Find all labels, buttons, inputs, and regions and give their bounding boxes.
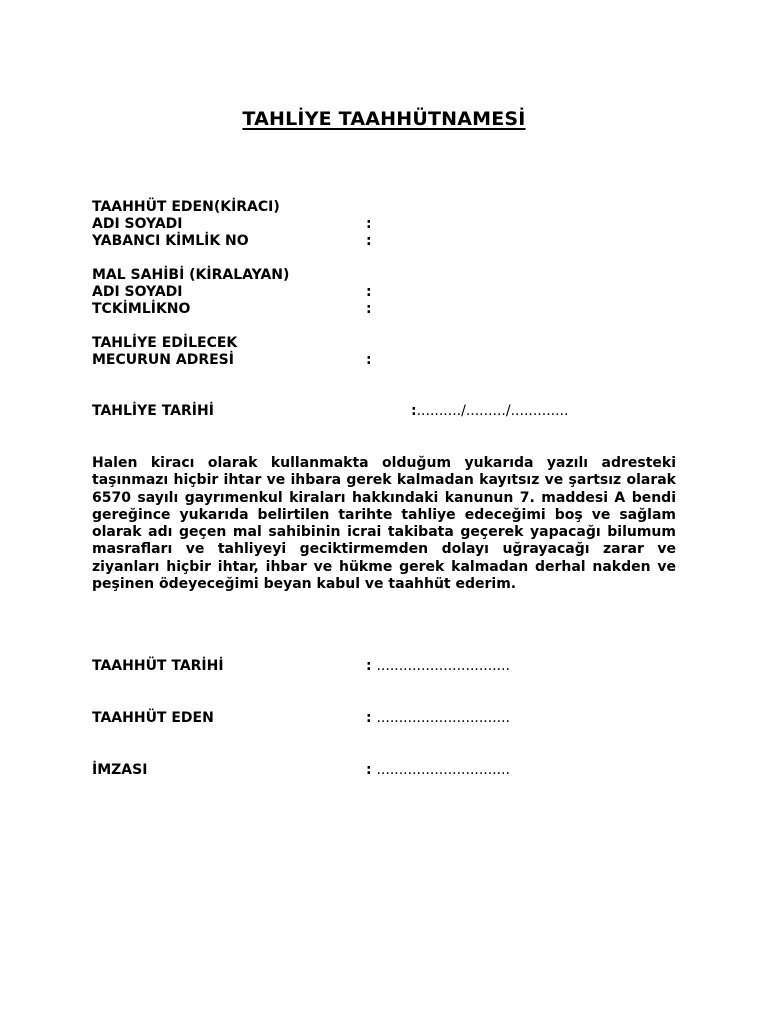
eviction-date-colon: :	[411, 403, 417, 419]
owner-name-label: ADI SOYADI	[92, 284, 183, 300]
tenant-name-label: ADI SOYADI	[92, 216, 183, 232]
pledge-date-label: TAAHHÜT TARİHİ	[92, 658, 224, 674]
owner-id-colon: :	[366, 301, 372, 317]
pledger-placeholder: ..............................	[376, 710, 510, 726]
eviction-date-value	[411, 403, 568, 420]
eviction-date-placeholder: ........../........./.............	[416, 403, 569, 419]
pledger-value	[366, 710, 510, 727]
signature-value	[366, 762, 510, 779]
tenant-id-colon: :	[366, 233, 372, 249]
owner-heading: MAL SAHİBİ (KİRALAYAN)	[92, 267, 290, 283]
tenant-heading: TAAHHÜT EDEN(KİRACI)	[92, 199, 280, 215]
tenant-name-colon: :	[366, 216, 372, 232]
owner-name-colon: :	[366, 284, 372, 300]
pledge-paragraph: Halen kiracı olarak kullanmakta olduğum yukarıda yazılı adresteki taşınmazı hiçbir ihtar ve ihbara gerek kalmadan kayıtsız ve şartsız olarak 6570 sayılı gayrımenkul kiraları hakkındaki kanunun 7. maddesi A bendi gereğince yukarıda belirtilen tarihte tahliye edeceğimi boş ve sağlam olarak adı geçen mal sahibinin icrai takibata geçerek yapacağı bilumum masrafları ve tahliyeyi geciktirmemden dolayı uğrayacağı zarar ve ziyanları hiçbir ihtar, ihbar ve hükme gerek kalmadan derhal nakden ve peşinen ödeyeceğimi beyan kabul ve taahhüt ederim.	[92, 455, 676, 593]
tenant-id-label: YABANCI KİMLİK NO	[92, 233, 249, 249]
pledge-date-value	[366, 658, 510, 675]
signature-placeholder: ..............................	[376, 762, 510, 778]
pledge-date-placeholder: ..............................	[376, 658, 510, 674]
signature-label: İMZASI	[92, 762, 148, 778]
owner-id-label: TCKİMLİKNO	[92, 301, 191, 317]
pledger-colon: :	[366, 710, 372, 726]
property-label-line1: TAHLİYE EDİLECEK	[92, 335, 238, 351]
document-title: TAHLİYE TAAHHÜTNAMESİ	[242, 108, 526, 130]
pledger-label: TAAHHÜT EDEN	[92, 710, 214, 726]
property-label-line2: MECURUN ADRESİ	[92, 352, 234, 368]
eviction-date-label: TAHLİYE TARİHİ	[92, 403, 214, 419]
pledge-date-colon: :	[366, 658, 372, 674]
signature-colon: :	[366, 762, 372, 778]
property-colon: :	[366, 352, 372, 368]
